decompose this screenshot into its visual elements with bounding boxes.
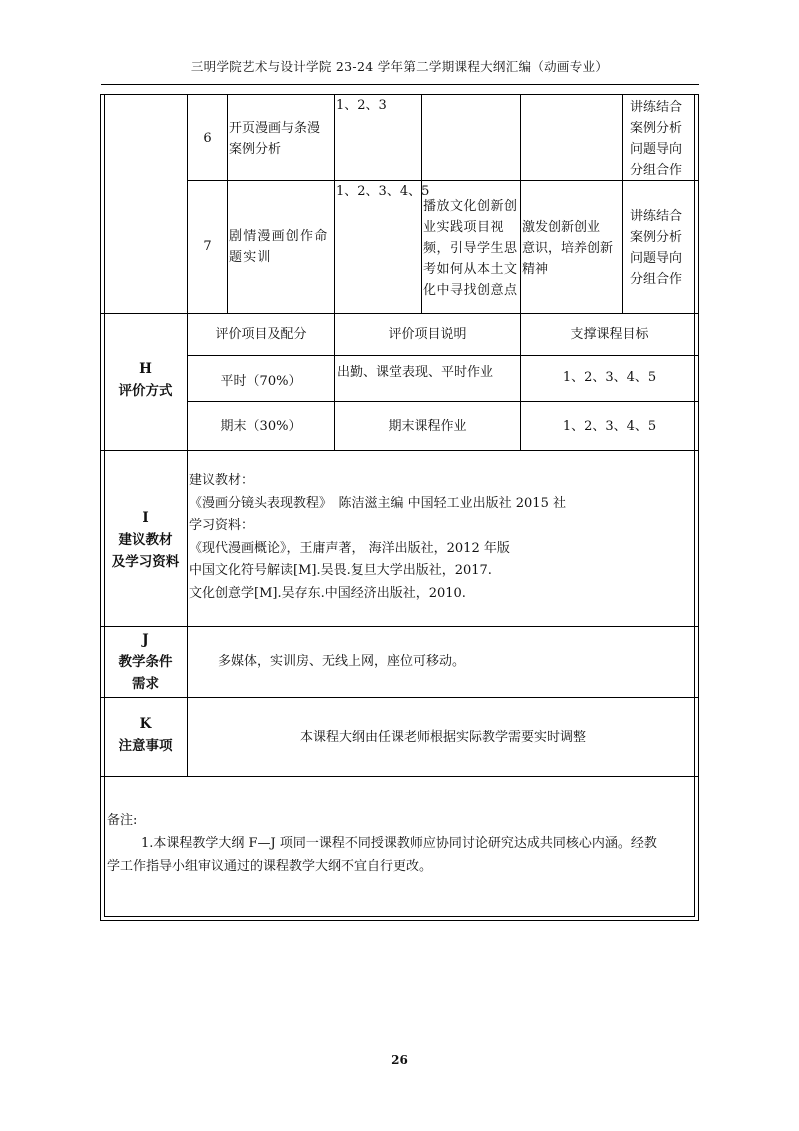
section-k-label	[104, 713, 187, 757]
row-7-ideology-line: 频，引导学生思	[423, 241, 518, 256]
section-name: 评价方式	[118, 383, 173, 399]
eval-row-target: 1、2、3、4、5	[562, 419, 657, 434]
eval-header-target: 支撑课程目标	[570, 327, 649, 342]
section-letter: I	[142, 510, 149, 526]
section-letter: K	[139, 716, 152, 732]
materials-list	[189, 470, 697, 605]
row-7-ideology	[423, 196, 521, 301]
remarks-line: 1.本课程教学大纲 F—J 项同一课程不同授课教师应协同讨论研究达成共同核心内涵。经教	[141, 836, 657, 851]
row-7-ideology-line: 播放文化创新创	[423, 199, 518, 214]
row-7-outcome-line: 精神	[522, 262, 549, 277]
row-6-topic-line: 开页漫画与条漫	[229, 121, 321, 136]
eval-row-target: 1、2、3、4、5	[562, 370, 657, 385]
remarks-label: 备注:	[107, 813, 138, 828]
materials-line: 中国文化符号解读[M].吴畏.复旦大学出版社，2017.	[189, 563, 492, 578]
section-j-label	[104, 629, 187, 695]
conditions-text: 多媒体，实训房、无线上网，座位可移动。	[218, 654, 466, 669]
section-letter: J	[142, 632, 149, 648]
materials-line: 学习资料：	[189, 518, 255, 533]
eval-header-desc: 评价项目说明	[388, 327, 467, 342]
eval-header-item: 评价项目及配分	[215, 327, 307, 342]
row-6-topic	[229, 118, 334, 160]
section-name: 建议教材	[118, 532, 173, 548]
section-name: 注意事项	[118, 738, 173, 754]
section-i-label	[104, 507, 187, 573]
page-number: 26	[391, 1053, 408, 1067]
row-7-number: 7	[203, 239, 212, 254]
row-7-outcome-line: 激发创新创业	[522, 220, 601, 235]
row-7-method-line: 问题导向	[630, 251, 683, 266]
row-7-ideology-line: 考如何从本土文	[423, 262, 518, 277]
eval-row-item: 平时（70%）	[220, 374, 302, 389]
section-letter: H	[139, 361, 152, 377]
row-6-methods	[630, 97, 696, 181]
row-7-topic	[229, 226, 334, 268]
section-name: 及学习资料	[111, 554, 180, 570]
row-7-outcome-line: 意识，培养创新	[522, 241, 614, 256]
row-6-method-line: 案例分析	[630, 121, 683, 136]
notes-text: 本课程大纲由任课老师根据实际教学需要实时调整	[299, 730, 586, 745]
section-h-label	[104, 358, 187, 402]
eval-row-desc: 期末课程作业	[388, 419, 467, 434]
materials-line: 建议教材：	[189, 473, 255, 488]
row-7-ideology-line: 业实践项目视	[423, 220, 505, 235]
row-7-method-line: 案例分析	[630, 230, 683, 245]
row-6-topic-line: 案例分析	[229, 142, 282, 157]
row-7-methods	[630, 206, 696, 290]
materials-line: 文化创意学[M].吴存东.中国经济出版社，2010.	[189, 585, 466, 601]
remarks-line: 学工作指导小组审议通过的课程教学大纲不宜自行更改。	[107, 859, 433, 874]
row-7-topic-line: 题实训	[229, 250, 272, 265]
row-6-method-line: 问题导向	[630, 142, 683, 157]
row-7-method-line: 讲练结合	[630, 209, 683, 224]
materials-line: 《漫画分镜头表现教程》 陈洁滋主编 中国轻工业出版社 2015 社	[189, 495, 566, 511]
section-name: 教学条件	[118, 654, 173, 670]
row-7-topic-line: 剧情漫画创作命	[229, 229, 329, 244]
row-6-method-line: 讲练结合	[630, 100, 683, 115]
row-7-ideology-line: 化中寻找创意点	[423, 283, 518, 298]
row-6-method-line: 分组合作	[630, 163, 683, 178]
row-7-objectives: 1、2、3、4、5	[336, 184, 430, 199]
eval-row-item: 期末（30%）	[220, 419, 302, 434]
row-6-number: 6	[203, 131, 212, 146]
page-header: 三明学院艺术与设计学院 23-24 学年第二学期课程大纲汇编（动画专业）	[190, 59, 609, 74]
eval-row-desc: 出勤、课堂表现、平时作业	[337, 365, 494, 380]
remarks-block	[107, 809, 695, 878]
row-7-method-line: 分组合作	[630, 272, 683, 287]
row-6-objectives: 1、2、3	[336, 98, 387, 113]
section-name: 需求	[132, 676, 159, 692]
materials-line: 《现代漫画概论》，王庸声著， 海洋出版社，2012 年版	[189, 540, 510, 556]
row-7-outcome	[522, 217, 622, 280]
